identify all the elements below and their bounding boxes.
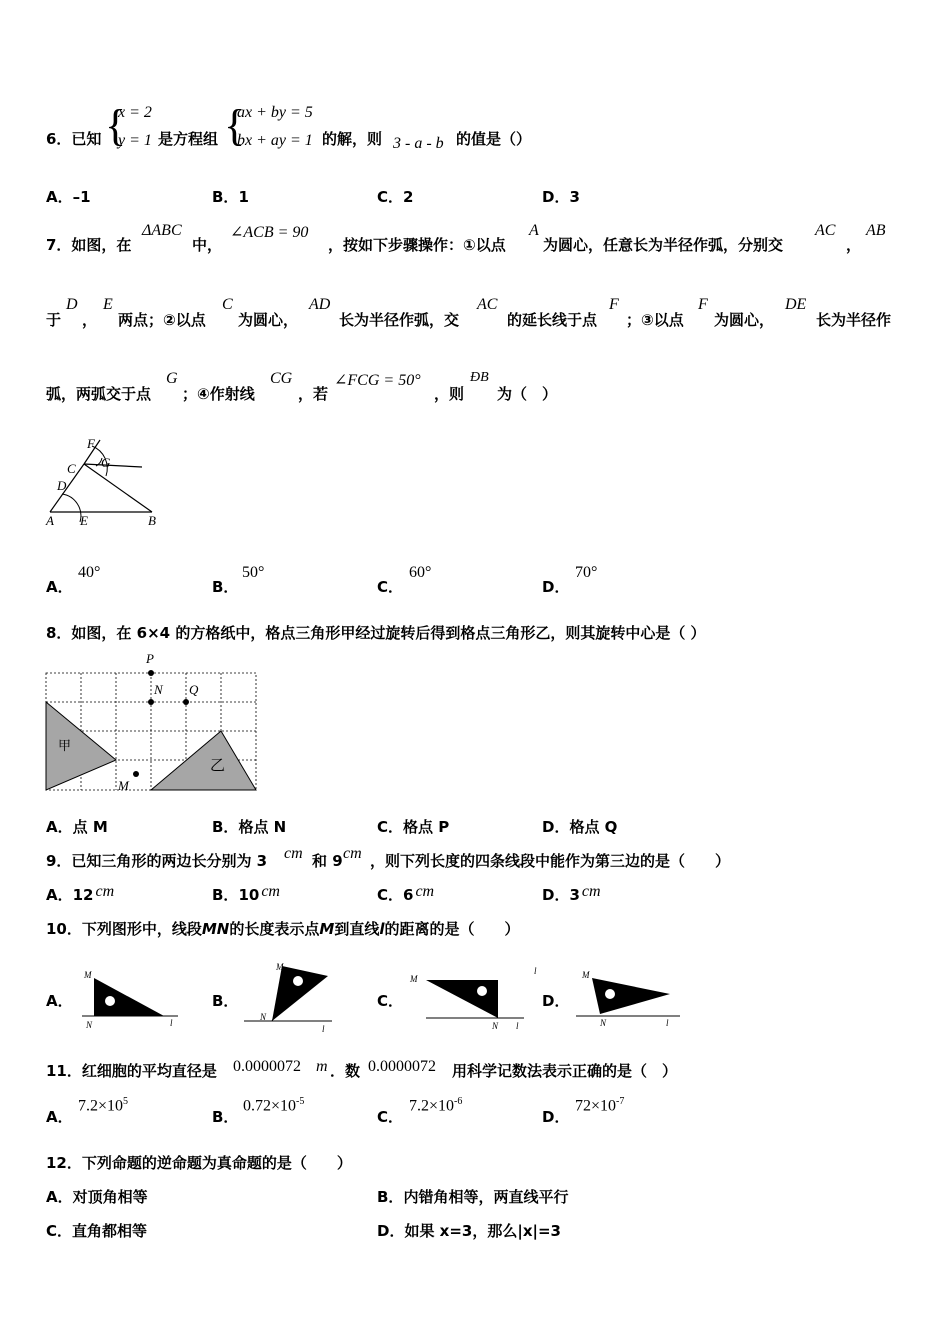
q11-unit: m — [316, 1058, 328, 1075]
q7-math-cg: CG — [270, 370, 293, 387]
q7-math-b: ÐB — [470, 370, 489, 385]
q7-math-ac: AC — [815, 222, 836, 239]
q7-text-11: 的延长线于点 — [507, 311, 598, 329]
svg-text:M: M — [276, 962, 284, 972]
svg-text:M: M — [84, 970, 92, 980]
q7-option-c-value: 60° — [409, 564, 432, 581]
svg-text:N: N — [86, 1020, 93, 1030]
q7-math-ad: AD — [309, 296, 331, 313]
q12-option-d: D．如果 x=3，那么|x|=3 — [377, 1222, 561, 1240]
q7-label-a: A — [46, 513, 54, 528]
q6-sys1-eq1: x = 2 — [118, 104, 152, 121]
q7-label-f: F — [87, 436, 95, 451]
q8-option-d: D．格点 Q — [542, 818, 618, 836]
q8-point-q — [183, 699, 189, 705]
q7-label-e: E — [80, 513, 88, 528]
q8-label-yi: 乙 — [210, 756, 226, 774]
q11-number-2: 0.0000072 — [368, 1058, 436, 1075]
q6-option-b: B．1 — [212, 188, 249, 206]
q6-option-d: D．3 — [542, 188, 580, 206]
q8-point-p — [148, 670, 154, 676]
q8-grid-figure — [40, 648, 262, 796]
q7-text-14: 长为半径作 — [816, 311, 892, 329]
q7-math-ac-2: AC — [477, 296, 498, 313]
svg-text:l: l — [170, 1018, 173, 1028]
q6-end-text: 的值是（） — [456, 130, 532, 148]
q7-math-c: C — [222, 296, 233, 313]
q7-math-ab: AB — [866, 222, 886, 239]
q6-mid-text: 是方程组 — [158, 130, 219, 148]
q9-option-d: D．3 cm — [542, 883, 601, 904]
q7-option-b-value: 50° — [242, 564, 265, 581]
q9-option-c: C．6 cm — [377, 883, 435, 904]
q7-math-g: G — [166, 370, 178, 387]
q9-text-3: ，则下列长度的四条线段中能作为第三边的是（ ） — [370, 852, 731, 870]
q10-figure-a — [78, 966, 182, 1032]
q11-option-a-label: A． — [46, 1108, 73, 1126]
q12-option-b: B．内错角相等，两直线平行 — [377, 1188, 569, 1206]
q8-option-c: C．格点 P — [377, 818, 450, 836]
q6-after-text: 的解，则 — [322, 130, 383, 148]
q9-option-b: B．10 cm — [212, 883, 280, 904]
q7-math-f-2: F — [698, 296, 708, 313]
q7-text-17: ，若 — [298, 385, 329, 403]
q7-math-de: DE — [785, 296, 807, 313]
q7-figure-arc-a — [62, 494, 81, 522]
q7-triangle-figure — [40, 436, 170, 532]
q7-option-a-label: A． — [46, 578, 73, 596]
q11-option-c-value: $7.2\times 10^{-6}$ — [409, 1096, 463, 1115]
q7-text-16: ；④作射线 — [182, 385, 255, 403]
q12-option-a: A．对顶角相等 — [46, 1188, 148, 1206]
q11-option-d-label: D． — [542, 1108, 570, 1126]
q7-text-5: ， — [846, 236, 862, 254]
q11-text-1: 11．红细胞的平均直径是 — [46, 1062, 217, 1080]
q10-figure-c — [406, 962, 542, 1032]
q7-text-13: 为圆心， — [714, 311, 775, 329]
q7-math-f: F — [609, 296, 619, 313]
q7-text-7: ， — [82, 311, 98, 329]
q10-set-square-b — [272, 966, 328, 1021]
q10-set-square-d — [592, 978, 670, 1014]
q7-option-b-label: B． — [212, 578, 239, 596]
q9-unit-2: cm — [343, 845, 362, 862]
q8-label-n: N — [154, 682, 163, 697]
q6-sys1-eq2: y = 1 — [118, 132, 152, 149]
q12-text: 12．下列命题的逆命题为真命题的是（ ） — [46, 1154, 352, 1172]
q12-option-c: C．直角都相等 — [46, 1222, 148, 1240]
q7-text-2: 中， — [192, 236, 223, 254]
q11-text-2: ．数 — [330, 1062, 361, 1080]
q7-figure-side-cb — [84, 464, 152, 512]
q7-text-18: ，则 — [434, 385, 465, 403]
svg-text:N: N — [260, 1012, 267, 1022]
q10-option-b-label: B． — [212, 992, 239, 1010]
q11-option-b-value: $0.72\times 10^{-5}$ — [243, 1096, 305, 1115]
q7-option-c-label: C． — [377, 578, 404, 596]
q10-option-c-label: C． — [377, 992, 404, 1010]
q7-label-c: C — [67, 461, 76, 476]
q10-figure-d — [572, 964, 684, 1030]
q7-text-9: 为圆心， — [238, 311, 299, 329]
q9-text-1: 9．已知三角形的两边长分别为 3 — [46, 852, 268, 870]
q8-label-m: M — [118, 778, 129, 793]
q7-label-d: D — [57, 478, 67, 493]
q11-option-b-label: B． — [212, 1108, 239, 1126]
q11-option-a-value: $7.2\times 10^5$ — [78, 1096, 129, 1115]
q10-option-a-label: A． — [46, 992, 73, 1010]
q7-math-abc: ΔABC — [142, 222, 182, 239]
q8-label-q: Q — [189, 682, 199, 697]
q7-text-4: 为圆心，任意长为半径作弧，分别交 — [543, 236, 784, 254]
q8-point-n — [148, 699, 154, 705]
svg-text:N: N — [600, 1018, 607, 1028]
q7-text-3: ，按如下步骤操作：①以点 — [328, 236, 506, 254]
q7-option-a-value: 40° — [78, 564, 101, 581]
q10-set-square-c — [426, 980, 498, 1018]
q8-text: 8．如图，在 6×4 的方格纸中，格点三角形甲经过旋转后得到格点三角形乙，则其旋转中心是（ ） — [46, 624, 706, 642]
q7-math-e: E — [103, 296, 113, 313]
q7-math-d: D — [66, 296, 78, 313]
q6-expression: 3 - a - b — [393, 135, 444, 152]
q8-option-a: A．点 M — [46, 818, 108, 836]
q6-number: 6．已知 — [46, 130, 102, 148]
q11-option-d-value: $72\times 10^{-7}$ — [575, 1096, 625, 1115]
q7-text-15: 弧，两弧交于点 — [46, 385, 152, 403]
q6-option-a: A．–1 — [46, 188, 91, 206]
q7-text-19: 为（ ） — [497, 385, 558, 403]
q7-text-1: 7．如图，在 — [46, 236, 132, 254]
q10-figure-b — [240, 958, 336, 1034]
q7-figure-ray-cg — [84, 464, 142, 467]
q11-option-c-label: C． — [377, 1108, 404, 1126]
svg-text:l: l — [534, 966, 537, 976]
q7-label-g: G — [101, 455, 111, 470]
svg-text:M: M — [582, 970, 590, 980]
q7-option-d-label: D． — [542, 578, 570, 596]
q6-sys2-eq1: ax + by = 5 — [237, 104, 313, 121]
q8-option-b: B．格点 N — [212, 818, 287, 836]
q7-math-fcg: ∠FCG = 50° — [334, 372, 421, 389]
q8-triangle-yi — [151, 731, 256, 790]
q10-option-d-label: D． — [542, 992, 570, 1010]
q8-label-jia: 甲 — [58, 739, 72, 754]
svg-text:l: l — [516, 1021, 519, 1031]
svg-text:N: N — [492, 1021, 499, 1031]
q11-text-3: 用科学记数法表示正确的是（ ） — [452, 1062, 678, 1080]
q9-unit-1: cm — [284, 845, 303, 862]
q7-math-a: A — [529, 222, 539, 239]
q7-text-6: 于 — [46, 311, 62, 329]
q10-text: 10．下列图形中，线段MN的长度表示点M到直线l的距离的是（ ） — [46, 920, 520, 938]
q7-text-8: 两点；②以点 — [118, 311, 206, 329]
q10-set-square-a — [94, 978, 164, 1016]
q7-label-b: B — [148, 513, 156, 528]
q6-sys2-eq2: bx + ay = 1 — [237, 132, 313, 149]
q8-label-p: P — [146, 651, 154, 666]
q9-text-2: 和 9 — [312, 852, 343, 870]
q8-point-m — [133, 771, 139, 777]
q7-math-angle: ∠ACB = 90 — [230, 224, 309, 241]
svg-text:l: l — [322, 1024, 325, 1034]
q7-text-10: 长为半径作弧，交 — [339, 311, 460, 329]
q6-brace-1: { — [105, 101, 127, 150]
q9-option-a: A．12 cm — [46, 883, 115, 904]
q7-text-12: ；③以点 — [626, 311, 684, 329]
svg-text:l: l — [666, 1018, 669, 1028]
q7-option-d-value: 70° — [575, 564, 598, 581]
q6-option-c: C．2 — [377, 188, 414, 206]
q8-triangle-jia — [46, 702, 116, 790]
q6-brace-2: { — [224, 101, 246, 150]
svg-text:M: M — [410, 974, 418, 984]
q11-number-1: 0.0000072 — [233, 1058, 301, 1075]
